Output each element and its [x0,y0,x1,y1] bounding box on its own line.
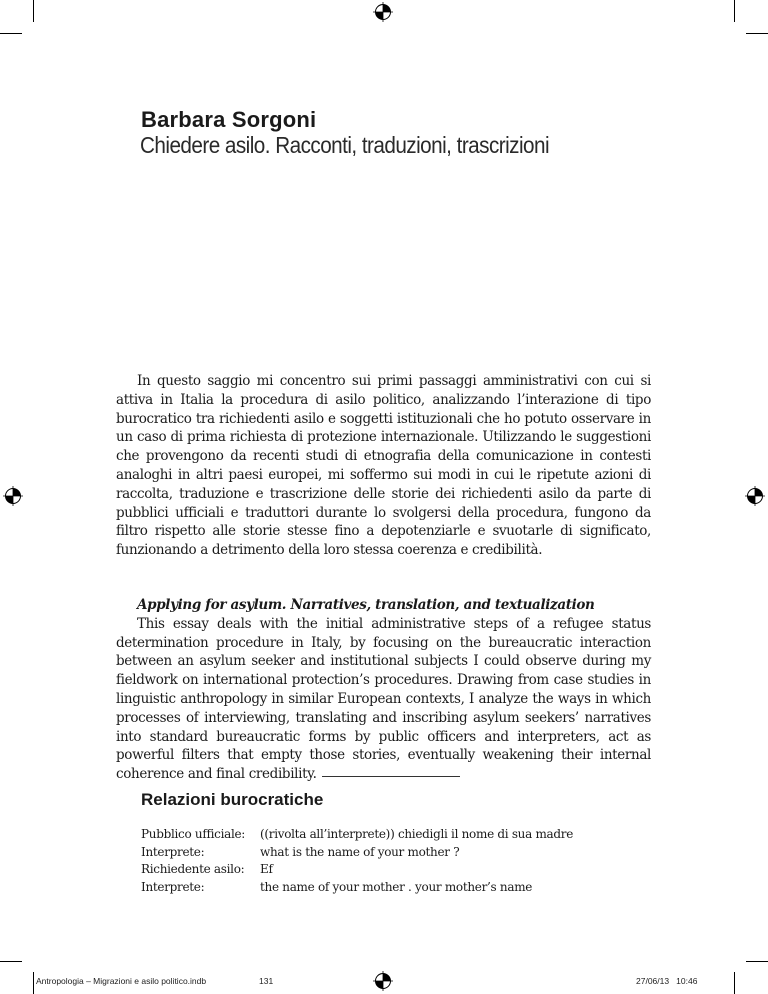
footer-timestamp: 27/06/13 10:46 [636,976,698,986]
footer-filename: Antropologia – Migrazioni e asilo politico.indb [36,976,207,986]
crop-mark [734,972,735,994]
crop-mark [33,0,34,22]
crop-mark [746,33,768,34]
abstract-english-body: This essay deals with the initial administrative steps of a refugee status determination procedure in Italy, by focusing on the bureaucratic interaction between an asylum seeker and institutional subjects I could observe during my fieldwork on international protection’s procedures. Drawing from case studies in linguistic anthropology in similar European contexts, I analyze the ways in which processes of interviewing, translating and inscribing asylum seekers’ narratives into standard bureaucratic forms by public officers and interpreters, act as powerful filters that empty those stories, eventually weakening their internal coherence and final credibility. [116,615,651,783]
crop-mark [0,33,22,34]
crop-mark [33,972,34,994]
dialogue-line [141,844,573,862]
footer-page-number: 131 [259,976,274,986]
dialogue-speaker: Interprete: [141,844,205,859]
registration-mark-icon [745,486,765,506]
dialogue-speaker: Interprete: [141,879,205,894]
registration-mark-icon [373,2,393,22]
dialogue-line [141,879,573,897]
crop-mark [746,961,768,962]
dialogue-text: the name of your mother . your mother’s name [260,879,533,894]
article-title: Chiedere asilo. Racconti, traduzioni, trascrizioni [140,132,550,158]
dialogue-text: ((rivolta all’interprete)) chiedigli il nome di sua madre [260,827,574,841]
section-divider [322,776,460,777]
dialogue-line [141,826,573,844]
abstract-english [116,596,651,784]
author-name: Barbara Sorgoni [141,107,317,132]
crop-mark [734,0,735,22]
abstract-english-title: Applying for asylum. Narratives, translation, and textualization [137,597,595,613]
registration-mark-icon [3,486,23,506]
section-heading: Relazioni burocratiche [141,790,324,809]
dialogue-transcript [141,826,573,896]
abstract-italian: In questo saggio mi concentro sui primi passaggi amministrativi con cui si attiva in Italia la procedura di asilo politico, analizzando l’interazione di tipo burocratico tra richiedenti asilo e soggetti istituzionali che ho potuto osservare in un caso di prima richiesta di protezione internazionale. Utilizzando le suggestioni che provengono da recenti studi di etnografia della comunicazione in contesti analoghi in altri paesi europei, mi soffermo sui modi in cui le ripetute azioni di raccolta, traduzione e trascrizione delle storie dei richiedenti asilo da parte di pubblici ufficiali e traduttori durante lo svolgersi della procedura, fungono da filtro rispetto alle storie stesse fino a depotenziarle e svuotarle di significato, funzionando a detrimento della loro stessa coerenza e credibilità. [116,373,651,559]
crop-mark [0,961,22,962]
dialogue-text: what is the name of your mother ? [260,844,460,859]
dialogue-speaker: Pubblico ufficiale: [141,827,246,841]
registration-mark-icon [373,971,393,991]
dialogue-text: Ef [260,862,273,877]
dialogue-line [141,861,573,879]
dialogue-speaker: Richiedente asilo: [141,862,245,877]
